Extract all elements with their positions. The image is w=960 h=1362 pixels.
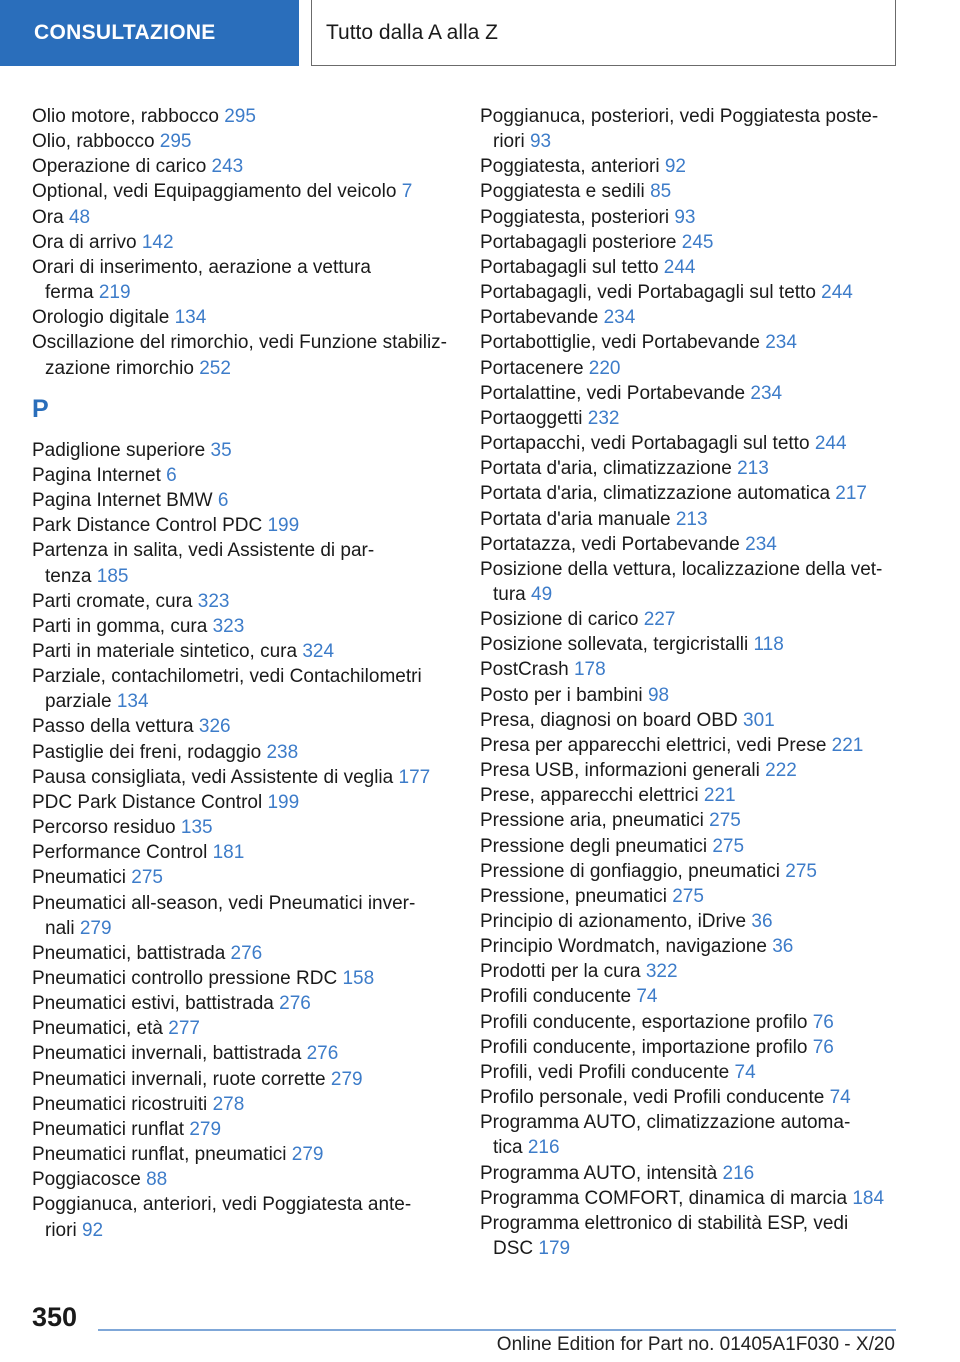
index-entry [480,330,900,355]
index-entry [32,1092,452,1117]
page-reference-link[interactable]: 134 [174,307,207,329]
entry-term: Pneumatici runflat 279 [32,1118,222,1140]
entry-term: PostCrash 178 [480,659,606,681]
entry-term: PDC Park Distance Control 199 [32,791,300,813]
entry-term: Park Distance Control PDC 199 [32,515,300,537]
entry-term: Portalattine, vedi Portabevande 234 [480,382,783,404]
page-reference-link[interactable]: 142 [141,231,174,253]
entry-term: Programma elettronico di stabilità ESP, vedi [480,1212,849,1234]
index-entry [32,765,452,790]
entry-term: Pneumatici invernali, battistrada 276 [32,1043,339,1065]
index-entry [480,1211,900,1261]
index-entry [32,614,452,639]
entry-term: Padiglione superiore 35 [32,439,232,461]
entry-term: Poggiatesta e sedili 85 [480,181,672,203]
entry-term: Portaoggetti 232 [480,407,620,429]
index-column-right [480,104,900,1261]
index-entry [32,463,452,488]
page-reference-link[interactable]: 252 [199,357,231,379]
index-entry [32,513,452,538]
entry-term: Parti in gomma, cura 323 [32,615,245,637]
entry-term: Prodotti per la cura 322 [480,961,678,983]
page-reference-link[interactable]: 74 [636,986,658,1008]
index-entry [480,305,900,330]
index-entry [32,1041,452,1066]
page-reference-link[interactable]: 221 [831,734,864,756]
index-entry [480,557,900,607]
entry-term: Poggiacosce 88 [32,1169,168,1191]
page-reference-link[interactable]: 276 [306,1043,339,1065]
index-entry [480,909,900,934]
index-entry [32,891,452,941]
index-entry [32,966,452,991]
index-entry [480,179,900,204]
page-reference-link[interactable]: 213 [675,508,708,530]
page-reference-link[interactable]: 275 [709,810,741,832]
entry-term: Olio, rabbocco 295 [32,131,192,153]
index-entry [32,1167,452,1192]
entry-term: Portacenere 220 [480,357,621,379]
index-entry [480,1186,900,1211]
entry-term: Posizione di carico 227 [480,609,676,631]
entry-term: Passo della vettura 326 [32,716,231,738]
page-reference-link[interactable]: 245 [681,231,714,253]
entry-term: Posizione sollevata, tergicristalli 118 [480,634,784,656]
page-reference-link[interactable]: 219 [98,282,131,304]
page-reference-link[interactable]: 234 [765,332,797,354]
entry-term: Operazione di carico 243 [32,156,244,178]
index-entry [32,941,452,966]
index-entry [32,815,452,840]
page-reference-link[interactable]: 6 [166,464,177,486]
index-entry [32,154,452,179]
page-reference-link[interactable]: 295 [224,106,256,127]
page-reference-link[interactable]: 181 [212,842,245,864]
entry-term: Parziale, contachilometri, vedi Contachilometri [32,666,422,688]
entry-term-continued: ferma 219 [45,282,131,304]
entry-term: Principio di azionamento, iDrive 36 [480,911,773,932]
entry-term: Percorso residuo 135 [32,817,213,839]
entry-term: Poggiatesta, anteriori 92 [480,156,686,178]
page-reference-link[interactable]: 93 [674,206,696,228]
page-reference-link[interactable]: 279 [79,917,112,939]
entry-term: Pagina Internet 6 [32,464,177,486]
entry-term: Pausa consigliata, vedi Assistente di veglia 177 [32,766,431,788]
entry-term: Pneumatici all-season, vedi Pneumatici inver- [32,892,416,914]
page-reference-link[interactable]: 36 [772,936,794,958]
entry-term-continued: parziale 134 [45,691,149,713]
page-reference-link[interactable]: 74 [829,1087,851,1109]
page-reference-link[interactable]: 322 [645,961,678,983]
entry-term: Pneumatici ricostruiti 278 [32,1093,245,1115]
entry-term: Portabottiglie, vedi Portabevande 234 [480,332,797,354]
page-reference-link[interactable]: 279 [189,1118,222,1140]
page-reference-link[interactable]: 275 [785,860,817,882]
index-entry [32,1192,452,1242]
page-reference-link[interactable]: 6 [217,490,229,512]
index-entry [480,834,900,859]
index-entry [480,1060,900,1085]
index-entry [32,840,452,865]
entry-term-continued: DSC 179 [493,1238,571,1260]
page-reference-link[interactable]: 98 [647,684,670,706]
entry-term: Olio motore, rabbocco 295 [32,106,256,127]
entry-term: Pagina Internet BMW 6 [32,490,229,512]
index-entry [32,740,452,765]
entry-term: Pneumatici runflat, pneumatici 279 [32,1144,324,1166]
page-reference-link[interactable]: 222 [765,760,797,782]
index-entry [480,984,900,1009]
index-entry [480,758,900,783]
page-reference-link[interactable]: 324 [302,640,335,662]
index-entry [32,438,452,463]
page-reference-link[interactable]: 85 [650,181,672,203]
entry-term: Parti in materiale sintetico, cura 324 [32,640,335,662]
footer-text: Online Edition for Part no. 01405A1F030 - X/20 [496,1334,895,1355]
page-reference-link[interactable]: 234 [750,382,783,404]
page-reference-link[interactable]: 213 [737,458,769,480]
page-reference-link[interactable]: 178 [573,659,606,681]
entry-term: Pneumatici controllo pressione RDC 158 [32,968,375,989]
entry-term-continued: nali 279 [45,917,112,939]
page-reference-link[interactable]: 238 [266,741,299,763]
footer-divider [98,1329,896,1331]
page-reference-link[interactable]: 275 [672,885,704,907]
index-entry [32,1016,452,1041]
entry-term: Profili conducente, importazione profilo 76 [480,1036,834,1058]
index-entry [480,381,900,406]
entry-term-continued: riori 93 [493,131,552,153]
page-reference-link[interactable]: 179 [538,1238,571,1260]
index-entry [480,481,900,506]
page-reference-link[interactable]: 234 [603,307,636,329]
page-reference-link[interactable]: 92 [81,1219,104,1241]
entry-term: Pressione aria, pneumatici 275 [480,810,741,832]
page-reference-link[interactable]: 185 [96,565,129,587]
page-reference-link[interactable]: 216 [527,1137,560,1159]
index-entry [32,865,452,890]
page-reference-link[interactable]: 277 [168,1018,200,1040]
entry-term: Programma AUTO, climatizzazione automa- [480,1112,851,1134]
index-entry [480,859,900,884]
page-reference-link[interactable]: 323 [212,615,245,637]
page-reference-link[interactable]: 177 [398,766,431,788]
entry-term: Pressione degli pneumatici 275 [480,835,745,857]
page-reference-link[interactable]: 227 [643,609,676,631]
page-reference-link[interactable]: 279 [291,1144,324,1166]
page-reference-link[interactable]: 275 [712,835,745,857]
entry-term: Pneumatici invernali, ruote corrette 279 [32,1068,363,1090]
entry-term: Profilo personale, vedi Profili conducente 74 [480,1087,851,1109]
entry-term: Prese, apparecchi elettrici 221 [480,785,736,807]
index-entry [32,255,452,305]
entry-term-continued: zazione rimorchio 252 [45,357,231,379]
entry-term: Programma AUTO, intensità 216 [480,1162,755,1184]
entry-term: Pressione di gonfiaggio, pneumatici 275 [480,860,817,882]
page-reference-link[interactable]: 93 [529,131,552,153]
page-reference-link[interactable]: 301 [743,709,775,731]
index-entry [480,406,900,431]
index-entry [480,456,900,481]
page-reference-link[interactable]: 216 [722,1162,755,1184]
page-number: 350 [32,1302,78,1332]
page-reference-link[interactable]: 36 [751,911,773,932]
page-reference-link[interactable]: 49 [531,583,553,605]
index-entry [32,1117,452,1142]
page-reference-link[interactable]: 244 [814,433,847,455]
entry-term: Pastiglie dei freni, rodaggio 238 [32,741,299,763]
index-entry [480,733,900,758]
index-entry [480,708,900,733]
entry-term: Profili, vedi Profili conducente 74 [480,1061,756,1083]
entry-term: Portatazza, vedi Portabevande 234 [480,533,777,555]
index-entry [480,808,900,833]
index-list-p-continued [480,104,900,1261]
index-entry [32,991,452,1016]
index-entry [480,507,900,532]
index-entry [32,664,452,714]
entry-term: Portata d'aria, climatizzazione 213 [480,458,769,480]
index-entry [480,356,900,381]
entry-term: Posizione della vettura, localizzazione della vet- [480,558,883,580]
index-entry [32,1142,452,1167]
index-entry [32,330,452,380]
entry-term: Posto per i bambini 98 [480,684,670,706]
entry-term: Parti cromate, cura 323 [32,590,230,612]
page-reference-link[interactable]: 232 [587,407,620,429]
entry-term: Poggianuca, posteriori, vedi Poggiatesta poste- [480,106,879,127]
entry-term: Portata d'aria, climatizzazione automatica 217 [480,483,867,505]
index-entry [480,280,900,305]
entry-term: Pneumatici, battistrada 276 [32,942,263,964]
index-entry [480,934,900,959]
index-entry [32,790,452,815]
page-reference-link[interactable]: 76 [812,1036,834,1058]
entry-term: Performance Control 181 [32,842,245,864]
index-entry [480,1161,900,1186]
index-entry [480,431,900,456]
index-entry [32,488,452,513]
entry-term-continued: tenza 185 [45,565,129,587]
page-reference-link[interactable]: 243 [211,156,244,178]
entry-term: Presa, diagnosi on board OBD 301 [480,709,775,731]
entry-term: Ora 48 [32,206,91,228]
entry-term: Portabevande 234 [480,307,636,329]
index-entry [480,104,900,154]
index-list-o [32,104,452,381]
entry-term: Principio Wordmatch, navigazione 36 [480,936,794,958]
page-title: Tutto dalla A alla Z [311,0,896,66]
index-entry [32,179,452,204]
index-entry [480,607,900,632]
index-entry [480,683,900,708]
entry-term: Portabagagli sul tetto 244 [480,256,696,278]
page-reference-link[interactable]: 323 [197,590,230,612]
page-reference-link[interactable]: 276 [279,993,311,1015]
entry-term: Poggianuca, anteriori, vedi Poggiatesta ante- [32,1194,412,1216]
page-reference-link[interactable]: 276 [230,942,263,964]
index-entry [32,230,452,255]
page-reference-link[interactable]: 74 [734,1061,756,1083]
page-reference-link[interactable]: 7 [401,181,413,203]
page-reference-link[interactable]: 184 [852,1187,885,1209]
index-entry [480,1110,900,1160]
index-entry [480,657,900,682]
entry-term-continued: riori 92 [45,1219,104,1241]
entry-term: Presa per apparecchi elettrici, vedi Prese 221 [480,734,864,756]
index-entry [480,154,900,179]
entry-term: Ora di arrivo 142 [32,231,174,253]
entry-term: Optional, vedi Equipaggiamento del veicolo 7 [32,181,413,203]
index-entry [32,589,452,614]
page-reference-link[interactable]: 244 [663,256,696,278]
index-entry [480,884,900,909]
index-entry [480,230,900,255]
page-reference-link[interactable]: 134 [116,691,149,713]
page-reference-link[interactable]: 92 [664,156,686,178]
page-reference-link[interactable]: 278 [212,1093,245,1115]
index-entry [32,205,452,230]
page-reference-link[interactable]: 326 [198,716,231,738]
entry-term: Pressione, pneumatici 275 [480,885,704,907]
page-reference-link[interactable]: 76 [812,1011,834,1033]
entry-term: Portabagagli, vedi Portabagagli sul tetto 244 [480,282,853,304]
page-reference-link[interactable]: 199 [267,791,300,813]
index-entry [480,205,900,230]
entry-term: Profili conducente 74 [480,986,658,1008]
page-reference-link[interactable]: 220 [588,357,621,379]
page-reference-link[interactable]: 35 [210,439,232,461]
index-entry [32,1067,452,1092]
page-reference-link[interactable]: 275 [131,867,163,889]
index-entry [480,255,900,280]
page-reference-link[interactable]: 88 [146,1169,168,1191]
index-entry [480,1085,900,1110]
page-reference-link[interactable]: 221 [703,785,736,807]
page-reference-link[interactable]: 199 [267,515,300,537]
page-reference-link[interactable]: 118 [753,634,784,656]
index-entry [480,783,900,808]
index-entry [480,532,900,557]
section-letter: P [32,394,49,423]
page-reference-link[interactable]: 295 [159,131,192,153]
page-reference-link[interactable]: 234 [745,533,777,555]
index-entry [480,1035,900,1060]
page-reference-link[interactable]: 48 [68,206,91,228]
entry-term: Presa USB, informazioni generali 222 [480,760,797,782]
index-entry [32,639,452,664]
index-entry [32,129,452,154]
index-list-p [32,438,452,1243]
page-reference-link[interactable]: 135 [180,817,213,839]
page-reference-link[interactable]: 217 [835,483,867,505]
entry-term: Profili conducente, esportazione profilo 76 [480,1011,834,1033]
entry-term-continued: tica 216 [493,1137,560,1159]
entry-term: Oscillazione del rimorchio, vedi Funzione stabiliz- [32,332,448,354]
index-entry [480,632,900,657]
index-entry [32,305,452,330]
index-entry [480,1010,900,1035]
entry-term: Partenza in salita, vedi Assistente di par- [32,540,375,562]
entry-term: Portata d'aria manuale 213 [480,508,708,530]
page-reference-link[interactable]: 244 [821,282,853,304]
index-entry [32,538,452,588]
entry-term: Poggiatesta, posteriori 93 [480,206,696,228]
entry-term: Portabagagli posteriore 245 [480,231,714,253]
entry-term: Pneumatici estivi, battistrada 276 [32,993,311,1015]
index-entry [32,104,452,129]
page-reference-link[interactable]: 158 [342,968,375,989]
index-column-left [32,104,452,1243]
index-entry [32,714,452,739]
page-reference-link[interactable]: 279 [330,1068,363,1090]
index-entry [480,959,900,984]
entry-term-continued: tura 49 [493,583,553,605]
entry-term: Pneumatici, età 277 [32,1018,200,1040]
section-tab: CONSULTAZIONE [0,0,299,66]
entry-term: Orari di inserimento, aerazione a vettura [32,256,371,278]
entry-term: Pneumatici 275 [32,867,163,889]
entry-term: Programma COMFORT, dinamica di marcia 184 [480,1187,885,1209]
entry-term: Orologio digitale 134 [32,307,207,329]
entry-term: Portapacchi, vedi Portabagagli sul tetto 244 [480,433,847,455]
